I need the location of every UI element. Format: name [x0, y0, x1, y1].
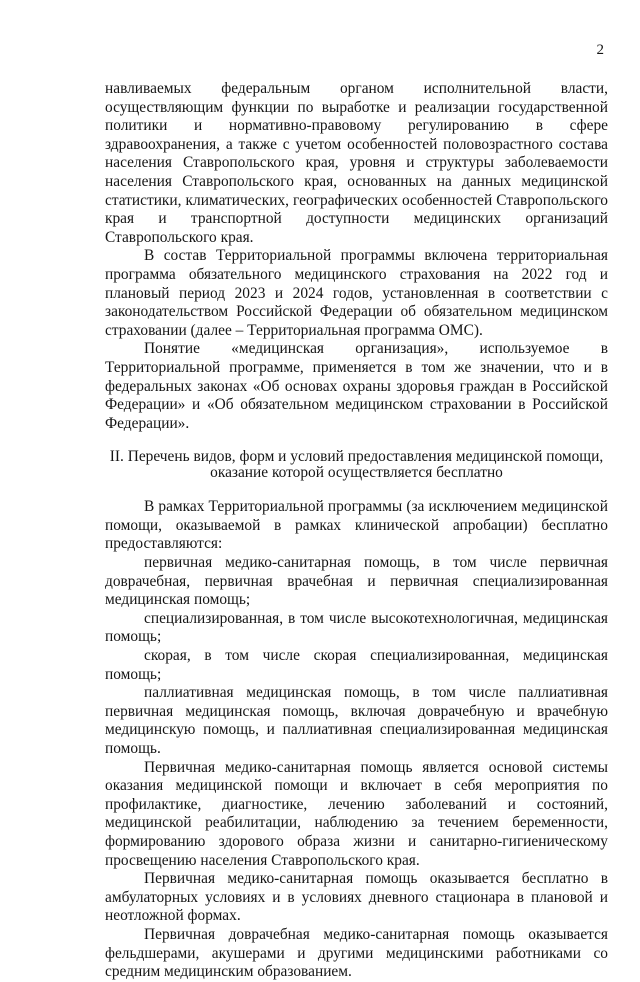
paragraph-continuation: навливаемых федеральным органом исполнительной власти, осуществляющим функции по выработке и реализации государственной политики и нормативно-правовому регулированию в сфере здравоохранения, а также с учетом особенностей половозрастного состава населения Ставропольского края, уровня и структуры заболеваемости населения Ставропольского края, основанных на данных медицинской статистики, климатических, географических особенностей Ставропольского края и транспортной доступности медицинских организаций Ставропольского края. — [105, 80, 608, 246]
section-heading-line-1: II. Перечень видов, форм и условий предоставления медицинской помощи, — [109, 448, 604, 466]
paragraph-primary-care-basis: Первичная медико-санитарная помощь является основой системы оказания медицинской помощи и включает в себя мероприятия по профилактике, диагностике, лечению заболеваний и состояний, медицинской реабилитации, наблюдению за течением беременности, формированию здорового образа жизни и санитарно-гигиеническому просвещению населения Ставропольского края. — [105, 758, 608, 869]
list-item-specialized-care: специализированная, в том числе высокотехнологичная, медицинская помощь; — [105, 609, 608, 646]
paragraph-medical-organization-concept: Понятие «медицинская организация», используемое в Территориальной программе, применяется в том же значении, что и в федеральных законах «Об основах охраны здоровья граждан в Российской Федерации» и «Об обязательном медицинском страховании в Российской Федерации». — [105, 340, 608, 432]
paragraph-free-care-intro: В рамках Территориальной программы (за исключением медицинской помощи, оказываемой в рамках клинической апробации) бесплатно предоставляются: — [105, 498, 608, 553]
list-item-primary-care: первичная медико-санитарная помощь, в том числе первичная доврачебная, первичная врачебная и первичная специализированная медицинская помощь; — [105, 554, 608, 609]
paragraph-pre-doctor-care: Первичная доврачебная медико-санитарная помощь оказывается фельдшерами, акушерами и другими медицинскими работниками со средним медицинским образованием. — [105, 925, 608, 981]
paragraph-territorial-program-oms: В состав Территориальной программы включена территориальная программа обязательного медицинского страхования на 2022 год и плановый период 2023 и 2024 годов, установленная в соответствии с законодательством Российской Федерации об обязательном медицинском страховании (далее – Территориальная программа ОМС). — [105, 247, 608, 339]
list-item-palliative-care: паллиативная медицинская помощь, в том числе паллиативная первичная медицинская помощь, включая доврачебную и врачебную медицинскую помощь, и паллиативная специализированная медицинская помощь. — [105, 684, 608, 757]
section-heading-line-2: оказание которой осуществляется бесплатно — [210, 463, 503, 481]
document-body — [105, 80, 608, 982]
list-item-emergency-care: скорая, в том числе скорая специализированная, медицинская помощь; — [105, 647, 608, 683]
paragraph-primary-care-conditions: Первичная медико-санитарная помощь оказывается бесплатно в амбулаторных условиях и в условиях дневного стационара в плановой и неотложной формах. — [105, 870, 608, 925]
section-heading — [105, 449, 608, 480]
page-number: 2 — [596, 42, 604, 58]
